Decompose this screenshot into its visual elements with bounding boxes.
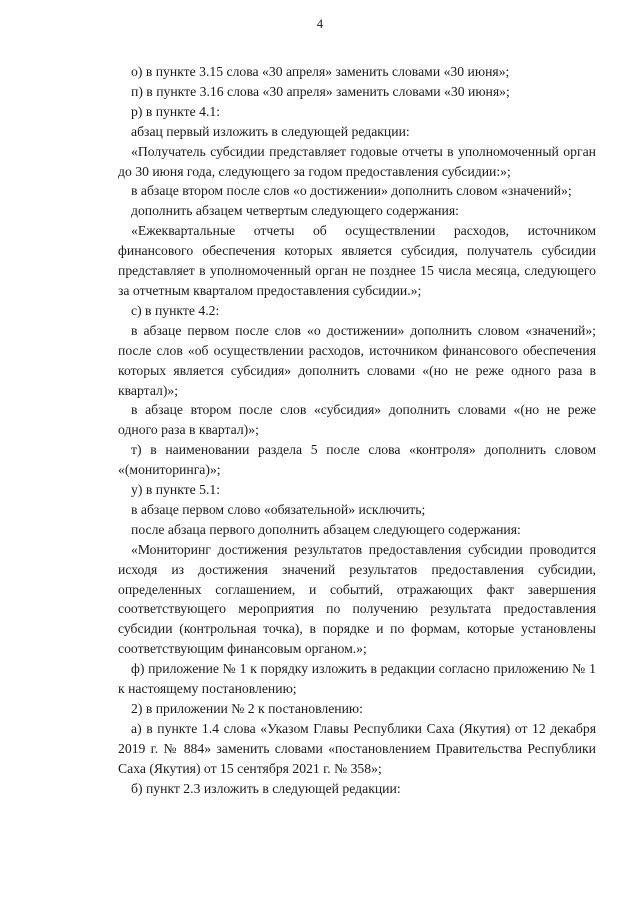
paragraph-item-f: ф) приложение № 1 к порядку изложить в редакции согласно приложению № 1 к настоящему постановлению; <box>118 661 596 697</box>
paragraph-item-a: а) в пункте 1.4 слова «Указом Главы Республики Саха (Якутия) от 12 декабря 2019 г. № 884» заменить словами «постановлением Правительства Республики Саха (Якутия) от 15 сентября 2021 г. № 358»; <box>118 720 596 776</box>
paragraph-item-o: о) в пункте 3.15 слова «30 апреля» заменить словами «30 июня»; <box>131 64 510 79</box>
paragraph-instruction: в абзаце втором после слов «субсидия» дополнить словами «(но не реже одного раза в квартал)»; <box>118 402 596 438</box>
paragraph-instruction: после абзаца первого дополнить абзацем следующего содержания: <box>131 521 521 537</box>
document-body <box>118 62 596 799</box>
paragraph-instruction: в абзаце первом слово «обязательной» исключить; <box>131 501 426 517</box>
paragraph-item-u: у) в пункте 5.1: <box>131 482 221 498</box>
paragraph-instruction: абзац первый изложить в следующей редакции: <box>131 123 410 139</box>
paragraph-item-s: с) в пункте 4.2: <box>131 302 220 318</box>
paragraph-item-r: р) в пункте 4.1: <box>131 103 221 119</box>
paragraph-item-b: б) пункт 2.3 изложить в следующей редакции: <box>131 780 401 796</box>
paragraph-item-t: т) в наименовании раздела 5 после слова «контроля» дополнить словом «(мониторинга)»; <box>118 442 596 478</box>
paragraph-quote: «Мониторинг достижения результатов предоставления субсидии проводится исходя из достижения значений результатов предоставления субсидии, определенных соглашением, и событий, отражающих факт завершения соответствующего мероприятия по получению результата предоставления субсидии (контрольная точка), в порядке и по формам, которые установлены соответствующим финансовым органом.»; <box>118 541 596 657</box>
paragraph-quote: «Ежеквартальные отчеты об осуществлении расходов, источником финансового обеспечения которых является субсидия, получатель субсидии представляет в уполномоченный орган не позднее 15 числа месяца, следующего за отчетным кварталом предоставления субсидии.»; <box>118 223 596 298</box>
page-number: 4 <box>316 17 324 31</box>
paragraph-instruction: в абзаце втором после слов «о достижении» дополнить словом «значений»; <box>131 183 572 199</box>
paragraph-quote: «Получатель субсидии представляет годовые отчеты в уполномоченный орган до 30 июня года, следующего за годом предоставления субсидии:»; <box>118 143 596 179</box>
paragraph-instruction: дополнить абзацем четвертым следующего содержания: <box>131 203 459 219</box>
paragraph-item-2: 2) в приложении № 2 к постановлению: <box>131 701 363 716</box>
paragraph-item-p: п) в пункте 3.16 слова «30 апреля» заменить словами «30 июня»; <box>131 83 510 99</box>
paragraph-instruction: в абзаце первом после слов «о достижении» дополнить словом «значений»; после слов «об осуществлении расходов, источником финансового обеспечения которых является субсидия» дополнить словами «(но не реже одного раза в квартал)»; <box>118 322 596 398</box>
